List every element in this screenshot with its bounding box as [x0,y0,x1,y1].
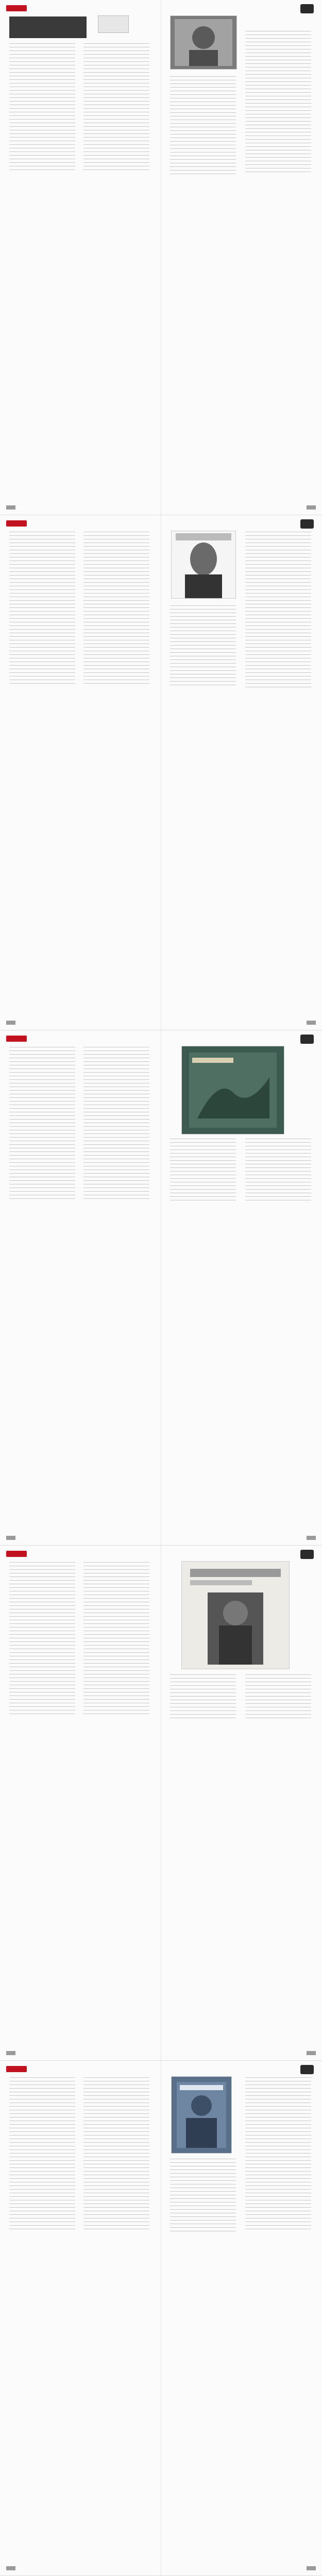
page-spread-4 [0,1546,322,2061]
text-column [170,1139,236,1203]
book-cover [181,1046,284,1134]
page-spread-5 [0,2061,322,2576]
text-column [245,1674,311,1721]
text-column [83,1562,149,1717]
page-spread-1 [0,0,322,515]
page-number [307,1021,316,1025]
author-box [98,15,129,33]
text-column [9,532,75,686]
text-column [83,2077,149,2232]
magazine-logo [6,1551,27,1557]
hece-logo [300,1550,314,1559]
page-number [6,2566,15,2570]
book-cover [171,2076,232,2154]
magazine-logo [6,2066,27,2072]
page-number [6,1536,15,1540]
page-number [307,505,316,510]
text-column [83,1047,149,1201]
text-column [245,1139,311,1203]
page-spread-2 [0,515,322,1030]
page-spread-3 [0,1030,322,1546]
page-number [6,2051,15,2055]
author-portrait [171,531,236,599]
page-number [6,1021,15,1025]
text-column [9,1562,75,1717]
text-column [170,605,236,688]
page-number [6,505,15,510]
text-column [9,43,75,172]
article-title [9,16,87,38]
text-column [245,2077,311,2232]
text-column [245,31,311,174]
text-column [245,532,311,688]
text-column [170,76,236,174]
page-number [307,1536,316,1540]
text-column [9,2077,75,2232]
magazine-logo [6,5,27,11]
page-number [307,2566,316,2570]
text-column [170,1674,236,1721]
text-column [170,2159,236,2233]
hece-logo [300,1035,314,1044]
text-column [9,1047,75,1201]
text-column [83,43,149,172]
magazine-logo [6,1036,27,1042]
page-number [307,2051,316,2055]
book-cover [181,1561,290,1669]
author-portrait [170,15,237,70]
magazine-logo [6,520,27,527]
hece-logo [300,519,314,529]
hece-logo [300,2065,314,2074]
hece-logo [300,4,314,13]
text-column [83,532,149,686]
